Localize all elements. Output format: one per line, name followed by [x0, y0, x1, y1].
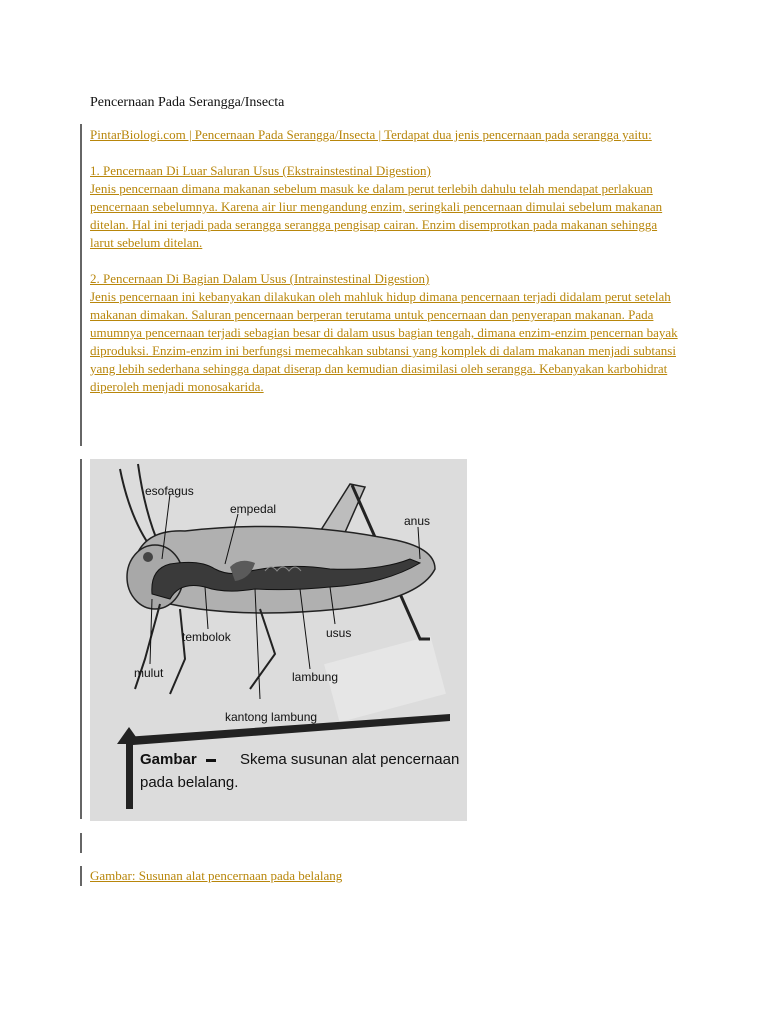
section2-heading-link[interactable]: 2. Pencernaan Di Bagian Dalam Usus (Intrainstestinal Digestion)	[90, 271, 430, 286]
article-text	[90, 126, 680, 414]
label-kantong-lambung: kantong lambung	[225, 710, 318, 724]
quote-bar-figure	[80, 459, 82, 819]
quote-bar-spacer	[80, 833, 82, 853]
figure-caption	[90, 868, 342, 884]
quote-bar-text	[80, 124, 82, 446]
figure-caption-line2: pada belalang.	[140, 774, 239, 791]
label-lambung: lambung	[292, 670, 339, 684]
label-empedal: empedal	[230, 502, 277, 516]
intro-link[interactable]: PintarBiologi.com | Pencernaan Pada Serangga/Insecta | Terdapat dua jenis pencernaan pada serangga yaitu:	[90, 127, 652, 142]
caption-link[interactable]: Gambar: Susunan alat pencernaan pada belalang	[90, 868, 343, 883]
label-mulut: mulut	[134, 666, 164, 680]
label-tembolok: tembolok	[182, 630, 231, 644]
section2-body-link[interactable]: Jenis pencernaan ini kebanyakan dilakukan oleh mahluk hidup dimana pencernaan terjadi didalam perut setelah makanan dimakan. Saluran pencernaan berperan terutama untuk pencernaan dan penyerapan makanan. Pada umumnya pencernaan terjadi sebagian besar di dalam usus bagian tengah, dimana enzim-enzim pencernan bayak diproduksi. Enzim-enzim ini berfungsi memecahkan subtansi yang komplek di dalam makanan menjadi subtansi yang lebih sederhana sehingga dapat diserap dan kemudian diasimilasi oleh serangga. Kebanyakan karbohidrat diperoleh menjadi monosakarida.	[90, 289, 678, 394]
section1-heading-link[interactable]: 1. Pencernaan Di Luar Saluran Usus (Ekstrainstestinal Digestion)	[90, 163, 431, 178]
figure-caption-bold: Gambar	[140, 751, 197, 768]
label-anus: anus	[404, 514, 431, 528]
page-title: Pencernaan Pada Serangga/Insecta	[90, 95, 285, 110]
grasshopper-diagram	[90, 459, 467, 821]
label-usus: usus	[326, 626, 352, 640]
section1-body-link[interactable]: Jenis pencernaan dimana makanan sebelum masuk ke dalam perut terlebih dahulu telah mendapat perlakuan pencernaan sebelumnya. Karena air liur mengandung enzim, seringkali pencernaan dimulai sebelum makanan ditelan. Hal ini terjadi pada serangga serangga pengisap cairan. Enzim disemprotkan pada makanan sehingga larut sebelum ditelan.	[90, 181, 663, 250]
label-esofagus: esofagus	[145, 484, 194, 498]
figure-caption-line1: Skema susunan alat pencernaan	[240, 751, 460, 768]
quote-bar-caption	[80, 866, 82, 886]
